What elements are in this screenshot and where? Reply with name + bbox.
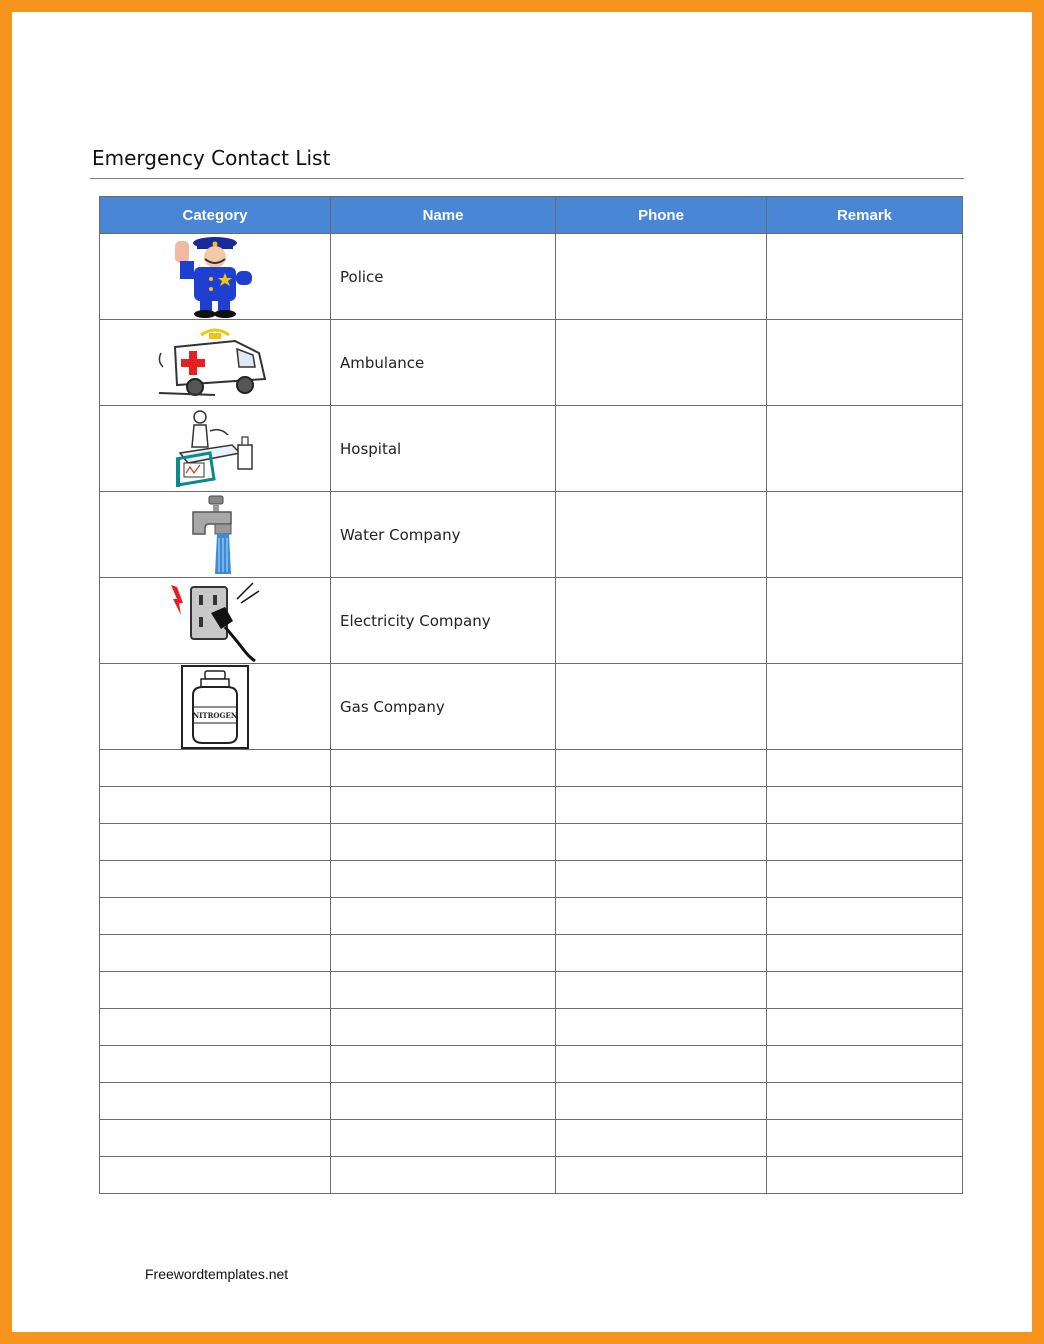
category-cell (100, 750, 331, 787)
gas-cylinder-label: NITROGEN (192, 710, 238, 720)
police-officer-icon (167, 235, 263, 319)
remark-cell (767, 972, 963, 1009)
water-faucet-icon (185, 494, 245, 576)
remark-cell (767, 234, 963, 320)
footer-source: Freewordtemplates.net (145, 1266, 289, 1282)
remark-cell (767, 787, 963, 824)
name-cell (331, 1046, 556, 1083)
phone-cell (556, 1083, 767, 1120)
category-cell (100, 1009, 331, 1046)
electric-outlet-icon (167, 579, 263, 663)
phone-cell (556, 492, 767, 578)
category-cell (100, 972, 331, 1009)
table-row (100, 664, 963, 750)
header-name: Name (331, 197, 556, 234)
table-row (100, 578, 963, 664)
phone-cell (556, 234, 767, 320)
table-row (100, 320, 963, 406)
phone-cell (556, 1009, 767, 1046)
name-cell (331, 1120, 556, 1157)
blank-table-row (100, 861, 963, 898)
blank-table-row (100, 1009, 963, 1046)
category-cell (100, 492, 331, 578)
table-row (100, 492, 963, 578)
name-cell: Water Company (331, 492, 556, 578)
table-row (100, 406, 963, 492)
name-cell: Police (331, 234, 556, 320)
category-cell (100, 1157, 331, 1194)
name-cell (331, 861, 556, 898)
blank-table-row (100, 1120, 963, 1157)
category-cell (100, 861, 331, 898)
remark-cell (767, 320, 963, 406)
phone-cell (556, 1046, 767, 1083)
name-cell (331, 898, 556, 935)
category-cell (100, 824, 331, 861)
category-cell (100, 664, 331, 750)
name-cell (331, 1157, 556, 1194)
hospital-bed-icon (170, 407, 260, 491)
remark-cell (767, 664, 963, 750)
phone-cell (556, 972, 767, 1009)
name-cell (331, 750, 556, 787)
ambulance-icon (155, 323, 275, 403)
blank-table-row (100, 898, 963, 935)
remark-cell (767, 861, 963, 898)
page-title: Emergency Contact List (92, 146, 331, 170)
contact-table (99, 196, 963, 1194)
remark-cell (767, 1009, 963, 1046)
phone-cell (556, 861, 767, 898)
table-header-row (100, 197, 963, 234)
name-cell (331, 787, 556, 824)
name-cell (331, 1083, 556, 1120)
phone-cell (556, 664, 767, 750)
name-cell (331, 824, 556, 861)
phone-cell (556, 787, 767, 824)
phone-cell (556, 1157, 767, 1194)
name-cell: Hospital (331, 406, 556, 492)
category-cell (100, 898, 331, 935)
blank-table-row (100, 935, 963, 972)
table-row (100, 234, 963, 320)
blank-table-row (100, 824, 963, 861)
name-cell (331, 1009, 556, 1046)
remark-cell (767, 750, 963, 787)
name-cell: Electricity Company (331, 578, 556, 664)
header-category: Category (100, 197, 331, 234)
remark-cell (767, 1046, 963, 1083)
remark-cell (767, 1083, 963, 1120)
blank-table-row (100, 750, 963, 787)
header-phone: Phone (556, 197, 767, 234)
gas-cylinder-icon (181, 665, 249, 749)
category-cell (100, 578, 331, 664)
remark-cell (767, 406, 963, 492)
name-cell (331, 972, 556, 1009)
name-cell: Gas Company (331, 664, 556, 750)
name-cell (331, 935, 556, 972)
remark-cell (767, 578, 963, 664)
name-cell: Ambulance (331, 320, 556, 406)
remark-cell (767, 492, 963, 578)
remark-cell (767, 935, 963, 972)
blank-table-row (100, 1083, 963, 1120)
category-cell (100, 787, 331, 824)
phone-cell (556, 320, 767, 406)
remark-cell (767, 1120, 963, 1157)
phone-cell (556, 578, 767, 664)
category-cell (100, 1046, 331, 1083)
blank-table-row (100, 972, 963, 1009)
blank-table-row (100, 1046, 963, 1083)
category-cell (100, 1083, 331, 1120)
phone-cell (556, 824, 767, 861)
blank-table-row (100, 787, 963, 824)
remark-cell (767, 1157, 963, 1194)
phone-cell (556, 750, 767, 787)
phone-cell (556, 1120, 767, 1157)
category-cell (100, 234, 331, 320)
title-divider (90, 178, 964, 179)
category-cell (100, 935, 331, 972)
blank-table-row (100, 1157, 963, 1194)
category-cell (100, 1120, 331, 1157)
remark-cell (767, 898, 963, 935)
category-cell (100, 320, 331, 406)
header-remark: Remark (767, 197, 963, 234)
phone-cell (556, 935, 767, 972)
blank-rows-group (100, 750, 963, 1194)
phone-cell (556, 898, 767, 935)
remark-cell (767, 824, 963, 861)
category-cell (100, 406, 331, 492)
phone-cell (556, 406, 767, 492)
